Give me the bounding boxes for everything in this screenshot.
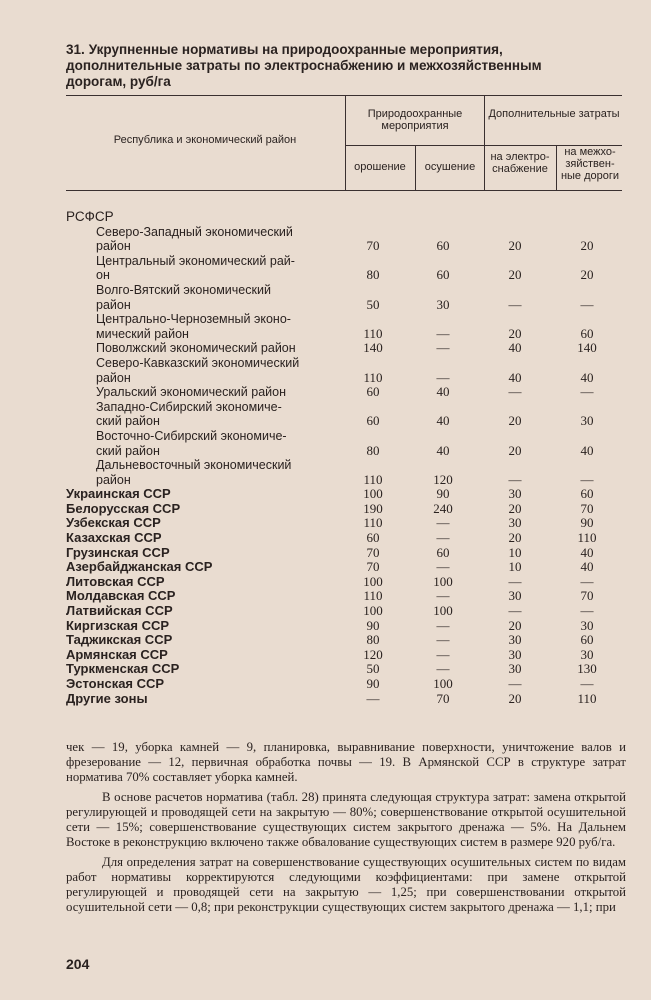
- header-divider: [484, 96, 485, 190]
- paragraph-3: Для определения затрат на совершенствование существующих осушительных систем по видам работ нормативы корректируются следующими коэффициентами: при замене открытой регулирующей и проводящей сети на закрытую — 1,25; при совершенствовании открытой осушительной сети — 0,8; при реконструкции существующих систем закрытого дренажа — 1,1; при: [66, 855, 626, 914]
- value-cell: 30: [508, 661, 522, 677]
- region-name: [66, 225, 338, 254]
- value-cell: 100: [363, 603, 383, 619]
- value-cell: —: [580, 573, 594, 589]
- norms-table: [66, 208, 622, 706]
- value-cell: 20: [580, 267, 594, 283]
- value-cell: —: [508, 603, 522, 619]
- value-cell: 100: [433, 676, 453, 691]
- value-cell: 30: [508, 515, 522, 531]
- table-row: [66, 400, 622, 429]
- table-row: [66, 341, 622, 356]
- value-cell: 110: [577, 690, 597, 706]
- region-name-line: Поволжский экономический район: [96, 341, 296, 356]
- republic-name: Украинская ССР: [66, 486, 171, 502]
- header-col-power: на электро-снабжение: [490, 151, 550, 175]
- republic-name: Эстонская ССР: [66, 676, 165, 691]
- title-line-3: дорогам, руб/га: [66, 74, 171, 89]
- value-cell: —: [436, 617, 450, 633]
- value-cell: 70: [436, 690, 450, 706]
- value-cell: 100: [433, 573, 453, 589]
- value-cell: 100: [363, 486, 383, 502]
- value-cell: 30: [508, 486, 522, 502]
- region-name: [66, 254, 338, 283]
- value-cell: —: [436, 559, 450, 575]
- value-cell: 40: [436, 442, 450, 458]
- value-cell: 30: [508, 588, 522, 604]
- header-divider: [415, 145, 416, 190]
- value-cell: 20: [508, 500, 522, 516]
- page-number: 204: [66, 956, 90, 972]
- region-name: [66, 356, 338, 385]
- region-name-line: он: [96, 268, 110, 283]
- value-cell: —: [508, 573, 522, 589]
- region-name: [66, 400, 338, 429]
- value-cell: 110: [363, 369, 383, 385]
- value-cell: 20: [580, 238, 594, 254]
- value-cell: 20: [508, 238, 522, 254]
- header-group-extra: Дополнительные затраты: [488, 108, 620, 120]
- republic-name: Литовская ССР: [66, 573, 165, 589]
- paragraph-1: чек — 19, уборка камней — 9, планировка, выравнивание поверхности, уничтожение валов и фрезерование — 12, первичная обработка почвы — 19. В Армянской ССР в структуре затрат норматива 70% составляет уборка камней.: [66, 740, 626, 784]
- value-cell: 190: [363, 500, 383, 516]
- region-name-line: Северо-Кавказский экономический: [96, 355, 300, 370]
- table-row: [66, 225, 622, 254]
- value-cell: —: [580, 384, 594, 400]
- table-row: [66, 560, 622, 575]
- region-name: [66, 341, 338, 356]
- value-cell: —: [508, 676, 522, 691]
- region-name-line: Волго-Вятский экономический: [96, 282, 271, 297]
- republic-name: Армянская ССР: [66, 646, 168, 662]
- table-row: [66, 619, 622, 634]
- value-cell: 30: [580, 413, 594, 429]
- value-cell: 120: [363, 646, 383, 662]
- region-name-line: мический район: [96, 326, 189, 341]
- republic-name: Киргизская ССР: [66, 617, 170, 633]
- region-name-line: ский район: [96, 414, 160, 429]
- region-name-line: Восточно-Сибирский экономиче-: [96, 428, 287, 443]
- value-cell: 90: [436, 486, 450, 502]
- region-name: [66, 458, 338, 487]
- region-name-line: район: [96, 297, 131, 312]
- table-row: [66, 662, 622, 677]
- value-cell: —: [508, 384, 522, 400]
- table-row: [66, 254, 622, 283]
- table-row: [66, 604, 622, 619]
- value-cell: 90: [366, 617, 380, 633]
- value-cell: 30: [436, 296, 450, 312]
- group-label: РСФСР: [66, 209, 114, 224]
- republic-name: Казахская ССР: [66, 530, 162, 546]
- value-cell: 40: [580, 559, 594, 575]
- value-cell: 110: [363, 471, 383, 487]
- value-cell: —: [580, 676, 594, 691]
- table-row: [66, 385, 622, 400]
- value-cell: 60: [366, 384, 380, 400]
- value-cell: 130: [577, 661, 597, 677]
- value-cell: 70: [366, 238, 380, 254]
- value-cell: 70: [580, 500, 594, 516]
- value-cell: 20: [508, 690, 522, 706]
- value-cell: —: [436, 340, 450, 356]
- region-name-line: Центрально-Черноземный эконо-: [96, 312, 291, 327]
- value-cell: —: [436, 588, 450, 604]
- value-cell: —: [436, 530, 450, 546]
- value-cell: 140: [363, 340, 383, 356]
- region-name-line: район: [96, 370, 131, 385]
- value-cell: 70: [580, 588, 594, 604]
- header-col-roads: на межхо-зяйствен-ные дороги: [560, 146, 620, 182]
- table-title: [66, 42, 626, 90]
- header-row-label: Республика и экономический район: [113, 134, 297, 146]
- region-name-line: Центральный экономический рай-: [96, 253, 295, 268]
- value-cell: 20: [508, 413, 522, 429]
- value-cell: —: [436, 661, 450, 677]
- title-line-2: дополнительные затраты по электроснабжению и межхозяйственным: [66, 58, 542, 73]
- table-row: [66, 458, 622, 487]
- value-cell: 20: [508, 617, 522, 633]
- value-cell: 60: [366, 413, 380, 429]
- value-cell: 140: [577, 340, 597, 356]
- value-cell: 40: [580, 442, 594, 458]
- value-cell: —: [580, 296, 594, 312]
- value-cell: 20: [508, 325, 522, 341]
- table-row: [66, 312, 622, 341]
- republic-name: Азербайджанская ССР: [66, 559, 213, 575]
- value-cell: 60: [436, 544, 450, 560]
- value-cell: 60: [366, 530, 380, 546]
- value-cell: 110: [363, 515, 383, 531]
- value-cell: —: [580, 603, 594, 619]
- value-cell: 60: [580, 486, 594, 502]
- header-bottom-rule: [66, 190, 622, 191]
- region-name-line: Западно-Сибирский экономиче-: [96, 399, 282, 414]
- region-name-line: район: [96, 239, 131, 254]
- value-cell: 20: [508, 267, 522, 283]
- table-row: [66, 589, 622, 604]
- value-cell: 100: [433, 603, 453, 619]
- table-row: [66, 502, 622, 517]
- value-cell: 80: [366, 267, 380, 283]
- value-cell: —: [436, 646, 450, 662]
- value-cell: 30: [508, 646, 522, 662]
- table-row: [66, 487, 622, 502]
- value-cell: 30: [508, 632, 522, 648]
- region-name: [66, 385, 338, 400]
- value-cell: 60: [436, 267, 450, 283]
- region-name-line: Северо-Западный экономический: [96, 224, 293, 239]
- table-row: [66, 283, 622, 312]
- value-cell: 40: [508, 369, 522, 385]
- table-row: [66, 531, 622, 546]
- value-cell: 20: [508, 442, 522, 458]
- republic-name: Белорусская ССР: [66, 500, 181, 516]
- value-cell: 40: [580, 369, 594, 385]
- body-text: [66, 740, 626, 915]
- table-row: [66, 429, 622, 458]
- value-cell: —: [366, 690, 380, 706]
- value-cell: 80: [366, 442, 380, 458]
- region-name-line: ский район: [96, 443, 160, 458]
- value-cell: 50: [366, 661, 380, 677]
- value-cell: —: [436, 325, 450, 341]
- title-line-1: 31. Укрупненные нормативы на природоохранные мероприятия,: [66, 42, 503, 57]
- table-top-rule: [66, 95, 622, 96]
- region-name-line: район: [96, 472, 131, 487]
- table-row: [66, 575, 622, 590]
- value-cell: —: [436, 632, 450, 648]
- table-row: [66, 356, 622, 385]
- value-cell: 40: [436, 413, 450, 429]
- value-cell: 120: [433, 471, 453, 487]
- value-cell: 50: [366, 296, 380, 312]
- value-cell: 100: [363, 573, 383, 589]
- value-cell: 40: [580, 544, 594, 560]
- value-cell: 70: [366, 544, 380, 560]
- republic-name: Таджикская ССР: [66, 632, 173, 648]
- value-cell: 110: [577, 530, 597, 546]
- value-cell: 110: [363, 588, 383, 604]
- header-col-drainage: осушение: [424, 161, 476, 173]
- value-cell: 40: [436, 384, 450, 400]
- value-cell: —: [436, 515, 450, 531]
- republic-name: Узбекская ССР: [66, 515, 161, 531]
- region-name: [66, 312, 338, 341]
- table-row: [66, 692, 622, 707]
- value-cell: 30: [580, 646, 594, 662]
- value-cell: 10: [508, 559, 522, 575]
- value-cell: 90: [580, 515, 594, 531]
- header-col-irrigation: орошение: [354, 161, 406, 173]
- header-divider: [345, 96, 346, 190]
- value-cell: 90: [366, 676, 380, 691]
- republic-name: Другие зоны: [66, 690, 148, 706]
- table-row: [66, 208, 622, 225]
- table-row: [66, 633, 622, 648]
- table-row: [66, 648, 622, 663]
- value-cell: —: [508, 296, 522, 312]
- value-cell: 20: [508, 530, 522, 546]
- table-row: [66, 516, 622, 531]
- value-cell: 60: [436, 238, 450, 254]
- value-cell: 40: [508, 340, 522, 356]
- value-cell: 240: [433, 500, 453, 516]
- value-cell: —: [580, 471, 594, 487]
- table-row: [66, 546, 622, 561]
- value-cell: —: [436, 369, 450, 385]
- value-cell: 110: [363, 325, 383, 341]
- region-name-line: Уральский экономический район: [96, 385, 286, 400]
- header-group-nature: Природоохранные мероприятия: [367, 108, 463, 132]
- republic-name: Туркменская ССР: [66, 661, 180, 677]
- value-cell: 70: [366, 559, 380, 575]
- value-cell: 10: [508, 544, 522, 560]
- table-row: [66, 677, 622, 692]
- value-cell: 60: [580, 632, 594, 648]
- republic-name: Грузинская ССР: [66, 544, 170, 560]
- region-name: [66, 283, 338, 312]
- region-name-line: Дальневосточный экономический: [96, 458, 292, 473]
- republic-name: Латвийская ССР: [66, 603, 173, 619]
- value-cell: 80: [366, 632, 380, 648]
- region-name: [66, 429, 338, 458]
- value-cell: 60: [580, 325, 594, 341]
- value-cell: 30: [580, 617, 594, 633]
- value-cell: —: [508, 471, 522, 487]
- republic-name: Молдавская ССР: [66, 588, 176, 604]
- paragraph-2: В основе расчетов норматива (табл. 28) принята следующая структура затрат: замена открытой регулирующей и проводящей сети на закрытую — 80%; совершенствование открытой осушительной сети — 15%; совершенствование существующих систем закрытого дренажа — 5%. На Дальнем Востоке в реконструкцию включено также обвалование существующих систем в размере 920 руб/га.: [66, 790, 626, 849]
